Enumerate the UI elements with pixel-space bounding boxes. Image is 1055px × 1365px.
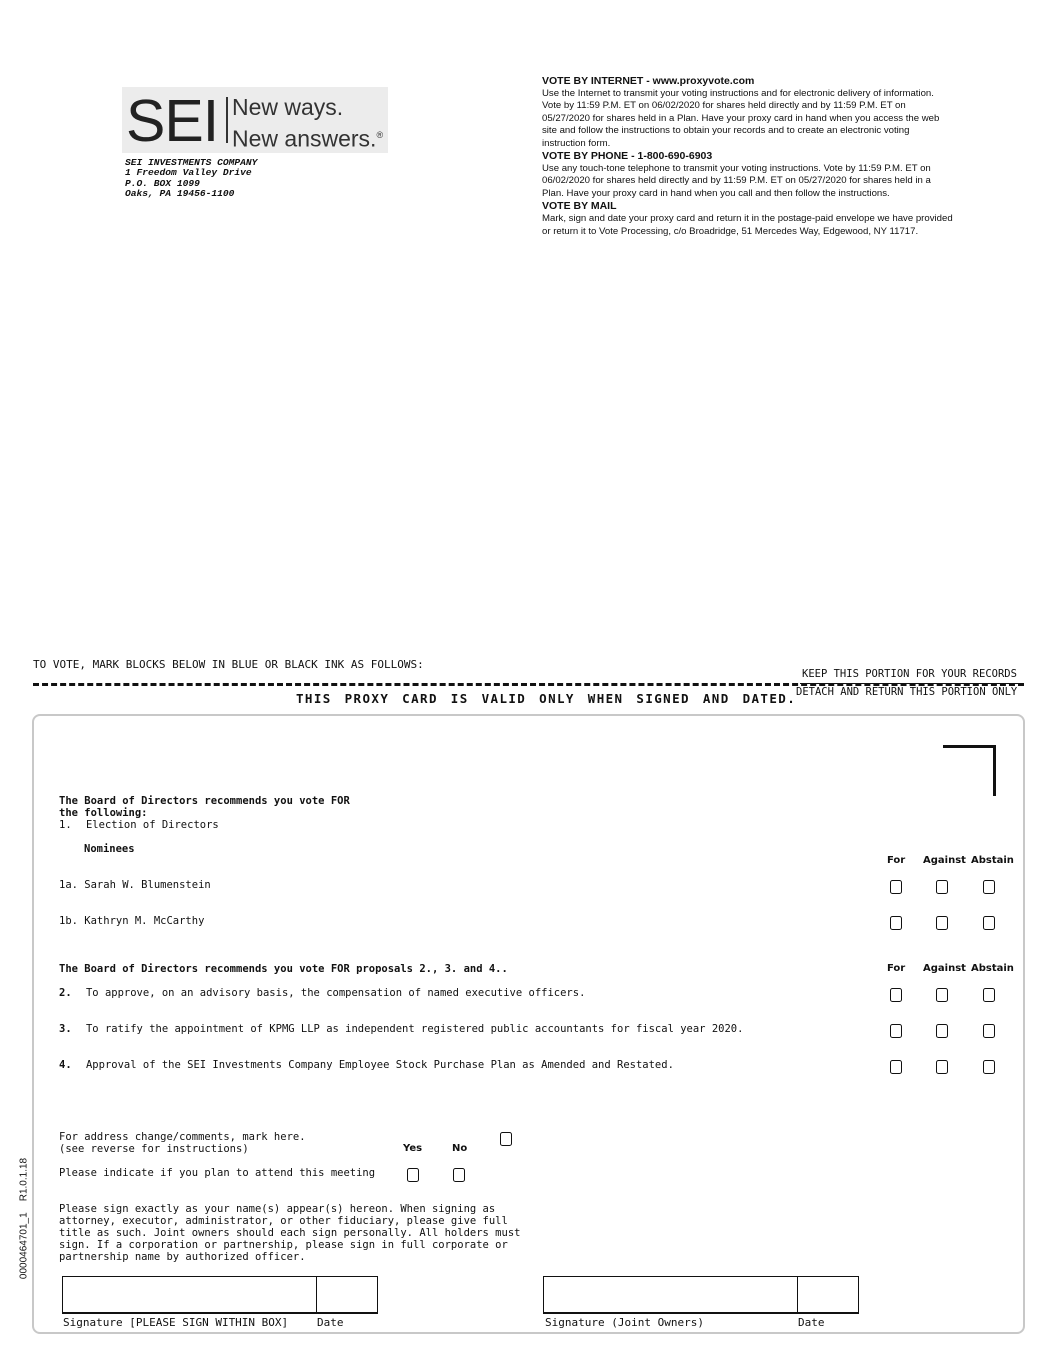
proposal-3-against-checkbox[interactable] [936, 1024, 948, 1038]
signature-box[interactable] [62, 1276, 317, 1314]
ink-instructions: TO VOTE, MARK BLOCKS BELOW IN BLUE OR BLACK INK AS FOLLOWS: [33, 658, 424, 671]
detach-line-solid [800, 683, 1024, 684]
nominee-1b-abstain-checkbox[interactable] [983, 916, 995, 930]
proposal-4 [59, 1059, 674, 1071]
company-logo [122, 87, 388, 153]
section2-intro: The Board of Directors recommends you vote FOR proposals 2., 3. and 4.. [59, 963, 508, 975]
col-against-header-2: Against [923, 963, 966, 974]
sign-instructions [59, 1203, 520, 1263]
attend-no-checkbox[interactable] [453, 1168, 465, 1182]
section1-intro-line2: the following: [59, 807, 148, 819]
signature-label: Signature [PLEASE SIGN WITHIN BOX] [63, 1316, 289, 1329]
company-po-box: P.O. BOX 1099 [125, 177, 200, 189]
vote-mail-title: VOTE BY MAIL [542, 200, 617, 213]
section1-intro-line1: The Board of Directors recommends you vote FOR [59, 795, 350, 807]
nominee-1a-against-checkbox[interactable] [936, 880, 948, 894]
attend-yes-checkbox[interactable] [407, 1168, 419, 1182]
proposal-4-for-checkbox[interactable] [890, 1060, 902, 1074]
proposal-2-against-checkbox[interactable] [936, 988, 948, 1002]
sign-instructions-line5: partnership name by authorized officer. [59, 1251, 306, 1263]
valid-notice: THIS PROXY CARD IS VALID ONLY WHEN SIGNED AND DATED. [296, 691, 797, 706]
sign-instructions-line3: title as such. Joint owners should each sign personally. All holders must [59, 1227, 521, 1239]
sign-instructions-line4: sign. If a corporation or partnership, please sign in full corporate or [59, 1239, 508, 1251]
proposal-4-number: 4. [59, 1059, 72, 1071]
logo-wordmark: SEI [126, 88, 219, 154]
address-change-text [59, 1131, 306, 1155]
yes-header: Yes [403, 1143, 423, 1154]
address-change-line2: (see reverse for instructions) [59, 1143, 249, 1155]
joint-signature-box[interactable] [543, 1276, 798, 1314]
signature-date-label: Date [317, 1316, 344, 1329]
col-abstain-header-1: Abstain [971, 855, 1014, 866]
attend-meeting-text: Please indicate if you plan to attend this meeting [59, 1167, 376, 1179]
address-change-checkbox[interactable] [500, 1132, 512, 1146]
proposal-2-number: 2. [59, 987, 72, 999]
item1-number: 1. [59, 819, 72, 831]
proposal-2-abstain-checkbox[interactable] [983, 988, 995, 1002]
company-city: Oaks, PA 19456-1100 [125, 188, 235, 200]
company-address [125, 158, 257, 200]
item1-label [59, 819, 219, 831]
vote-internet-text: Use the Internet to transmit your voting instructions and for electronic delivery of information. Vote by 11:59 P.M. ET on 06/02/2020 for shares held directly and by 11:59 P.M. ET on 05/27/2020 for shares held in a Plan. Have your proxy card in hand when you access the web site and follow the instructions to obtain your records and to create an electronic voting instruction form. [542, 88, 940, 149]
company-name: SEI INVESTMENTS COMPANY [125, 157, 258, 168]
signature-date-box[interactable] [316, 1276, 378, 1314]
nominee-1b-for-checkbox[interactable] [890, 916, 902, 930]
proposal-3-for-checkbox[interactable] [890, 1024, 902, 1038]
joint-date-box[interactable] [797, 1276, 859, 1314]
nominee-1b: 1b. Kathryn M. McCarthy [59, 915, 205, 927]
vote-mail-text: Mark, sign and date your proxy card and return it in the postage-paid envelope we have provided or return it to Vote Processing, c/o Broadridge, 51 Mercedes Way, Edgewood, NY 11717. [542, 213, 953, 237]
document-code: 0000464701_1 R1.0.1.18 [18, 1157, 30, 1280]
no-header: No [452, 1143, 468, 1154]
item1-text: Election of Directors [85, 819, 219, 831]
address-change-line1: For address change/comments, mark here. [59, 1131, 306, 1143]
joint-signature-label: Signature (Joint Owners) [545, 1316, 704, 1329]
vote-phone-title: VOTE BY PHONE - 1-800-690-6903 [542, 150, 713, 163]
col-against-header-1: Against [923, 855, 966, 866]
logo-tagline-2: New answers.® [232, 125, 384, 152]
nominee-1a-for-checkbox[interactable] [890, 880, 902, 894]
company-street: 1 Freedom Valley Drive [125, 167, 252, 179]
registration-mark [943, 745, 996, 796]
proposal-4-against-checkbox[interactable] [936, 1060, 948, 1074]
nominee-1a: 1a. Sarah W. Blumenstein [59, 879, 211, 891]
nominee-1a-abstain-checkbox[interactable] [983, 880, 995, 894]
proposal-3-abstain-checkbox[interactable] [983, 1024, 995, 1038]
section1-intro [59, 795, 350, 819]
nominee-1b-against-checkbox[interactable] [936, 916, 948, 930]
proposal-3 [59, 1023, 743, 1035]
detach-portion-label: DETACH AND RETURN THIS PORTION ONLY [796, 686, 1018, 698]
vote-phone-text: Use any touch-tone telephone to transmit your voting instructions. Vote by 11:59 P.M. ET on 06/02/2020 for shares held directly and by 11:59 P.M. ET on 05/27/2020 for shares held in a Plan. Have your proxy card in hand when you call and then follow the instructions. [542, 163, 931, 199]
voting-instructions [542, 75, 954, 238]
col-for-header-1: For [887, 855, 906, 866]
vote-internet-title: VOTE BY INTERNET - www.proxyvote.com [542, 75, 755, 87]
proposal-2-text: To approve, on an advisory basis, the compensation of named executive officers. [85, 987, 586, 999]
sign-instructions-line2: attorney, executor, administrator, or other fiduciary, please give full [59, 1215, 508, 1227]
col-for-header-2: For [887, 963, 906, 974]
proposal-3-number: 3. [59, 1023, 72, 1035]
proposal-3-text: To ratify the appointment of KPMG LLP as independent registered public accountants for fiscal year 2020. [85, 1023, 744, 1035]
joint-date-label: Date [798, 1316, 825, 1329]
nominees-label: Nominees [84, 843, 135, 855]
proposal-2 [59, 987, 585, 999]
logo-tagline-1: New ways. [232, 94, 344, 120]
proposal-2-for-checkbox[interactable] [890, 988, 902, 1002]
sign-instructions-line1: Please sign exactly as your name(s) appear(s) hereon. When signing as [59, 1203, 496, 1215]
col-abstain-header-2: Abstain [971, 963, 1014, 974]
keep-portion-label: KEEP THIS PORTION FOR YOUR RECORDS [802, 668, 1017, 680]
proposal-4-text: Approval of the SEI Investments Company Employee Stock Purchase Plan as Amended and Restated. [85, 1059, 674, 1071]
proposal-4-abstain-checkbox[interactable] [983, 1060, 995, 1074]
logo-divider [226, 97, 228, 143]
